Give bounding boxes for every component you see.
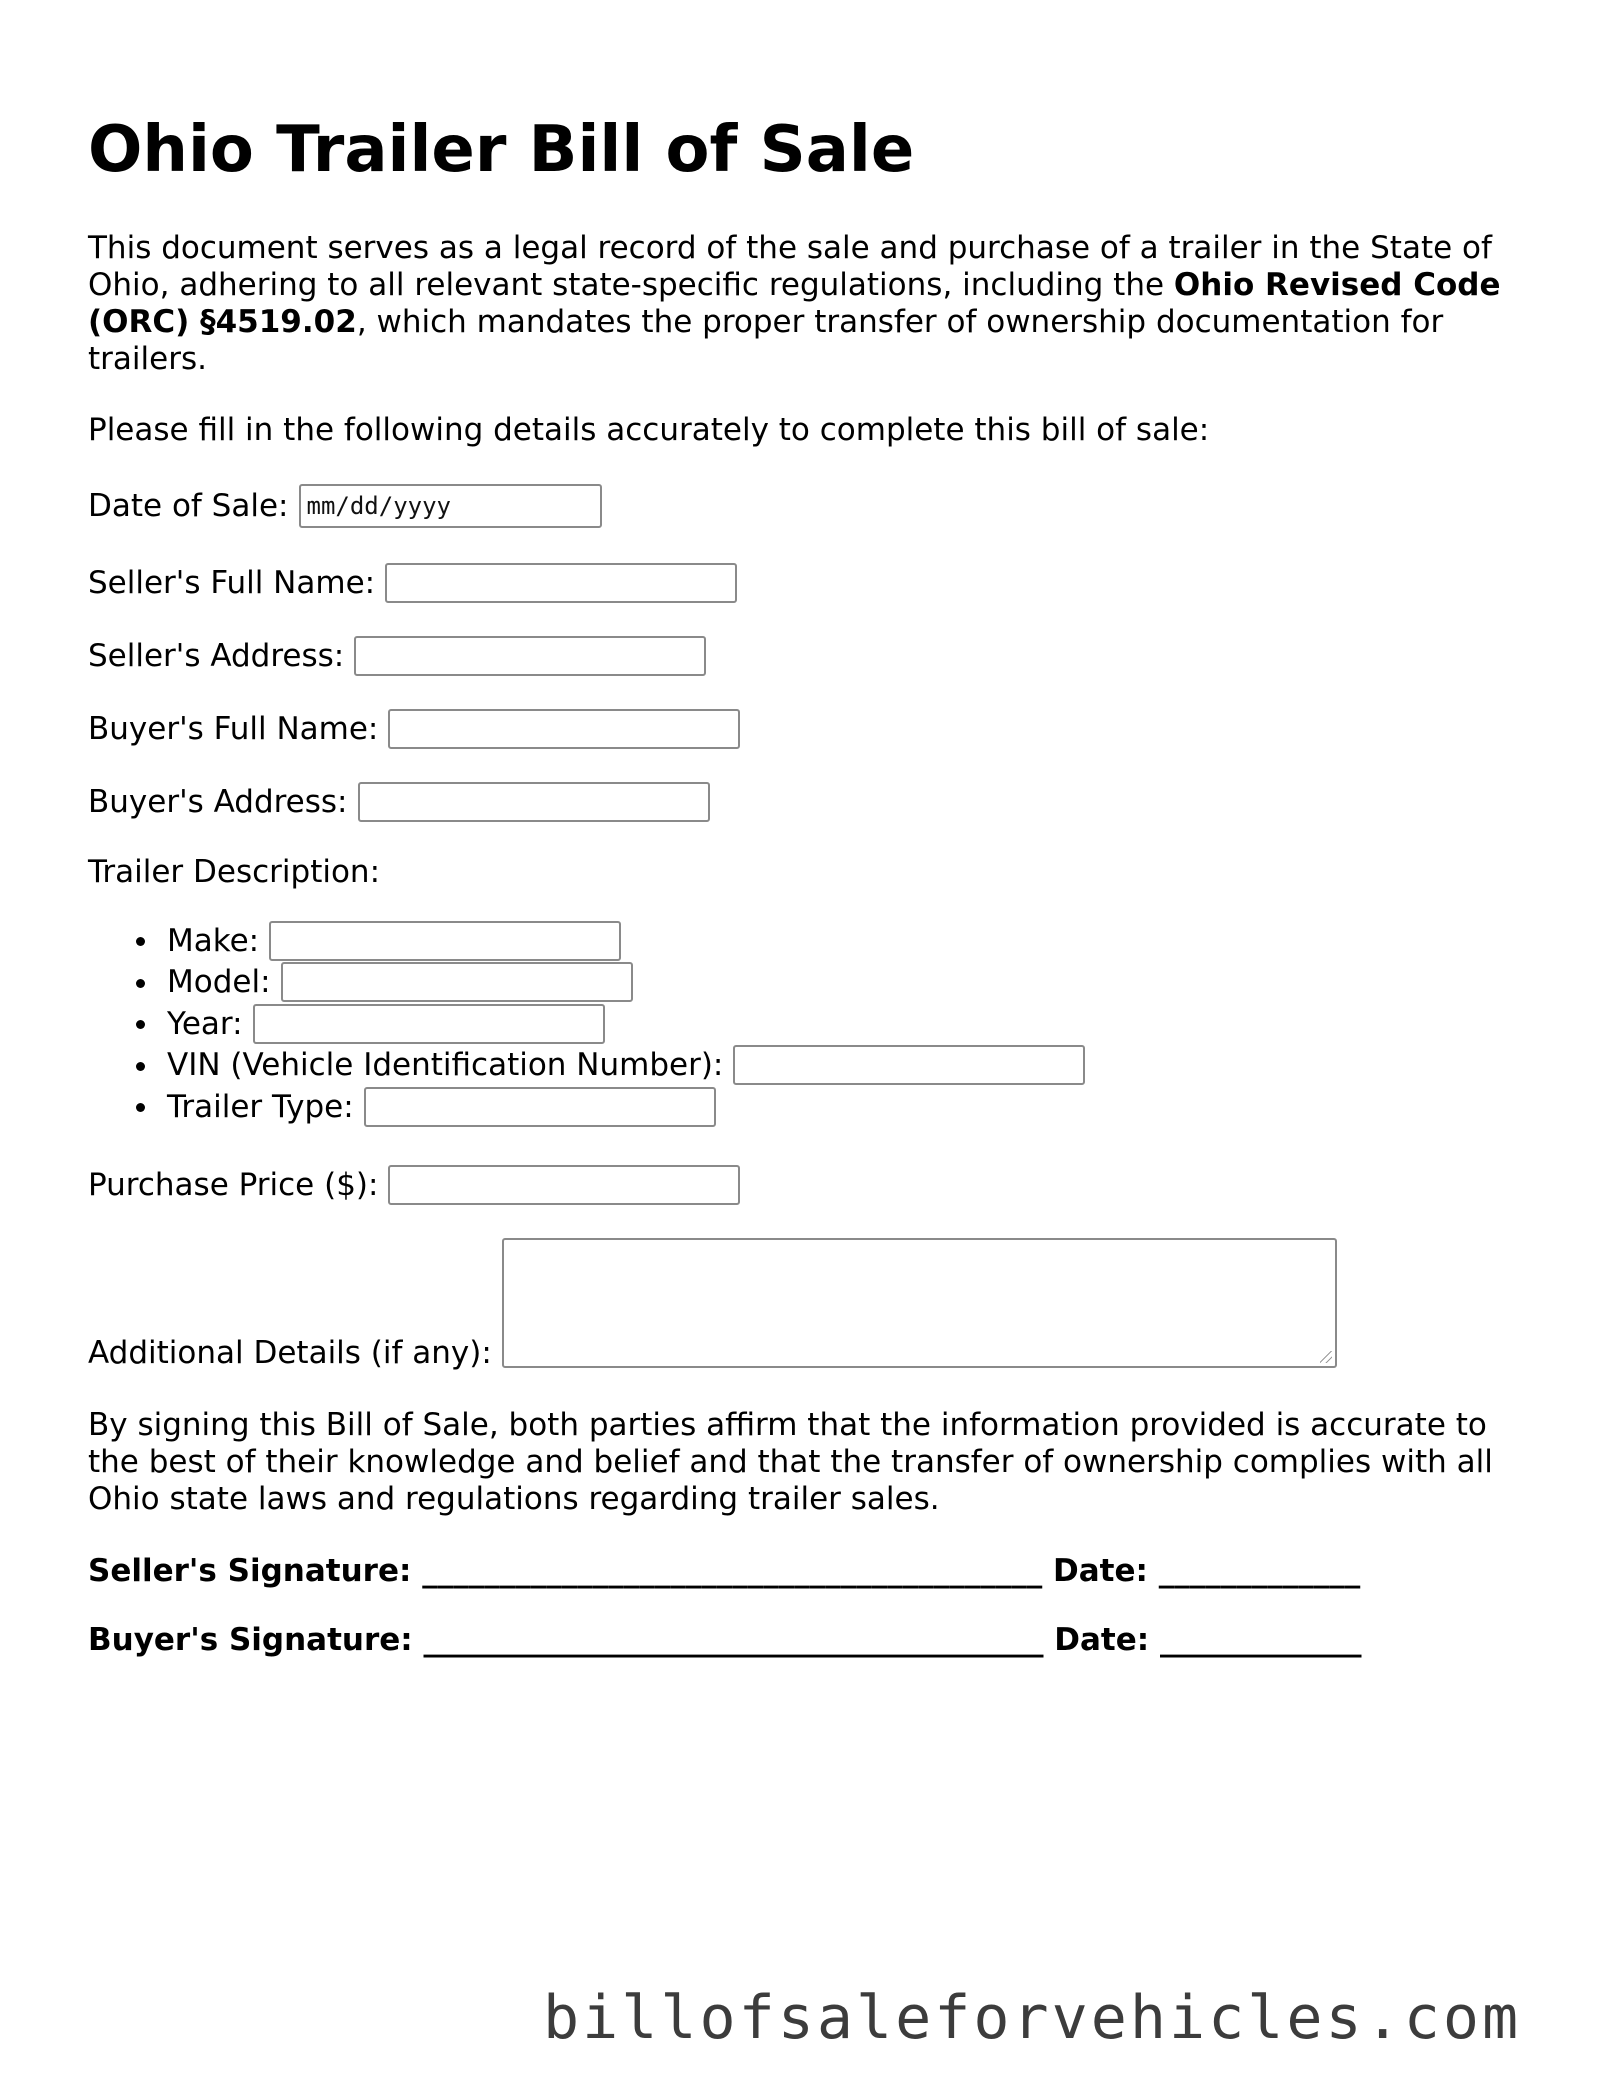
- list-item: [88, 1045, 1085, 1087]
- seller-address-label: Seller's Address:: [88, 637, 345, 674]
- date-of-sale-placeholder: mm/dd/yyyy: [306, 491, 451, 520]
- additional-details-row: [88, 1238, 1337, 1371]
- year-label: Year:: [167, 1005, 243, 1042]
- buyer-address-label: Buyer's Address:: [88, 783, 348, 820]
- model-label: Model:: [167, 964, 271, 1001]
- trailer-type-input[interactable]: [364, 1087, 716, 1127]
- buyer-name-row: [88, 709, 740, 749]
- seller-signature-line: ________________________________________: [422, 1553, 1043, 1589]
- intro-paragraph: [88, 230, 1528, 378]
- list-item: [88, 1003, 1085, 1045]
- additional-details-label: Additional Details (if any):: [88, 1335, 492, 1371]
- seller-name-input[interactable]: [385, 563, 737, 603]
- affirmation-paragraph: By signing this Bill of Sale, both parties affirm that the information provided is accurate to the best of their knowledge and belief and that the transfer of ownership complies with all Ohio state laws and regulations regarding trailer sales.: [88, 1407, 1493, 1517]
- buyer-name-input[interactable]: [388, 709, 740, 749]
- statute-reference: Ohio Revised Code (ORC) §4519.02: [88, 267, 1501, 340]
- make-label: Make:: [167, 922, 260, 959]
- year-input[interactable]: [253, 1004, 605, 1044]
- seller-signature-row: [88, 1553, 1360, 1590]
- date-of-sale-row: [88, 484, 602, 528]
- vin-label: VIN (Vehicle Identification Number):: [167, 1047, 724, 1084]
- additional-details-textarea[interactable]: [502, 1238, 1337, 1368]
- model-input[interactable]: [281, 962, 633, 1002]
- resize-handle-icon[interactable]: [1320, 1351, 1332, 1363]
- list-item: [88, 920, 1085, 962]
- make-input[interactable]: [269, 921, 621, 961]
- list-item: [88, 962, 1085, 1004]
- seller-address-input[interactable]: [354, 636, 706, 676]
- buyer-date-line: _____________: [1159, 1622, 1362, 1658]
- intro-text-end: , which mandates the proper transfer of ownership documentation for trailers.: [88, 304, 1444, 377]
- buyer-name-label: Buyer's Full Name:: [88, 710, 379, 747]
- trailer-type-label: Trailer Type:: [167, 1088, 354, 1125]
- site-watermark: billofsaleforvehicles.com: [543, 1983, 1522, 2053]
- intro-text-start: This document serves as a legal record of the sale and purchase of a trailer in the State of Ohio, adhering to all relevant state-specific regulations, including the: [88, 230, 1492, 303]
- instructions-text: Please fill in the following details accurately to complete this bill of sale:: [88, 412, 1210, 448]
- buyer-address-row: [88, 782, 710, 822]
- purchase-price-label: Purchase Price ($):: [88, 1166, 379, 1203]
- purchase-price-row: [88, 1165, 740, 1205]
- seller-date-line: _____________: [1158, 1553, 1361, 1589]
- seller-name-label: Seller's Full Name:: [88, 564, 376, 601]
- purchase-price-input[interactable]: [388, 1165, 740, 1205]
- seller-name-row: [88, 563, 737, 603]
- date-of-sale-label: Date of Sale:: [88, 487, 289, 524]
- buyer-date-label: Date:: [1054, 1622, 1150, 1658]
- seller-address-row: [88, 636, 706, 676]
- seller-date-label: Date:: [1052, 1553, 1148, 1589]
- trailer-description-label: Trailer Description:: [88, 854, 381, 890]
- buyer-signature-line: ________________________________________: [423, 1622, 1044, 1658]
- vin-input[interactable]: [733, 1045, 1085, 1085]
- buyer-signature-label: Buyer's Signature:: [88, 1622, 413, 1658]
- list-item: [88, 1086, 1085, 1128]
- buyer-address-input[interactable]: [358, 782, 710, 822]
- trailer-description-list: [88, 920, 1085, 1128]
- seller-signature-label: Seller's Signature:: [88, 1553, 412, 1589]
- page-title: Ohio Trailer Bill of Sale: [88, 113, 915, 187]
- buyer-signature-row: [88, 1622, 1361, 1659]
- date-of-sale-input[interactable]: [299, 484, 602, 528]
